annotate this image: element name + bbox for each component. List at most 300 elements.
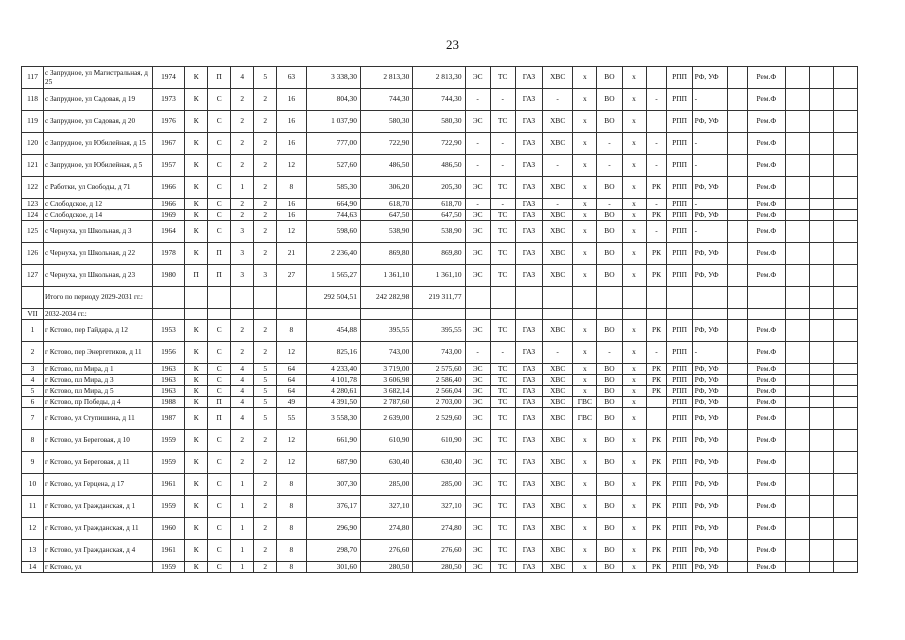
cell-empty-col-1 [785,133,809,155]
cell-empty-col-3 [833,155,857,177]
cell-utility-rk: РК [646,496,667,518]
cell-total-area: 454,88 [306,320,360,342]
cell-repair-fund: Рем.Ф [748,155,786,177]
cell-utility-gas: ГАЗ [515,265,542,287]
cell-address: г Кстово, ул Ступишина, д 11 [43,408,152,430]
cell-utility-x: х [622,320,646,342]
cell-build-year: 1966 [152,177,184,199]
cell-floors: 4 [231,397,254,408]
cell-residential-area: 743,00 [413,342,465,364]
cell-utility-rk: - [646,342,667,364]
cell-apartments: 12 [277,452,306,474]
cell-empty-col-3 [833,397,857,408]
cell-utility-rpp: РПП [667,342,692,364]
cell-utility-ts: ТС [490,518,515,540]
cell-utility-x: х [622,408,646,430]
cell-utility-rk: РК [646,452,667,474]
cell-total-area: 4 233,40 [306,364,360,375]
cell-utility-x: х [622,210,646,221]
cell-apartments: 55 [277,408,306,430]
cell-utility-gvs: х [573,111,597,133]
cell-utility-x: х [622,177,646,199]
cell-fund-type: РФ, УФ [692,111,728,133]
cell-row-number: 7 [22,408,44,430]
cell-utility-ts: ТС [490,452,515,474]
cell-utility-gas: ГАЗ [515,177,542,199]
cell-build-year: 1978 [152,243,184,265]
cell-utility-hvs: ХВС [543,386,573,397]
cell-living-area: 486,50 [360,155,412,177]
cell-utility-rpp: РПП [667,320,692,342]
cell-total-area: 296,90 [306,518,360,540]
cell-utility-rpp: РПП [667,430,692,452]
table-row [22,265,858,287]
cell-empty-col-2 [809,177,833,199]
cell-empty-col-1 [785,386,809,397]
cell-utility-vo: ВО [597,518,622,540]
cell-utility-hvs [543,287,573,309]
cell-utility-hvs: ХВС [543,562,573,573]
cell-extra-col [728,177,748,199]
cell-build-year: 1956 [152,342,184,364]
cell-empty-col-2 [809,221,833,243]
cell-repair-fund: Рем.Ф [748,386,786,397]
cell-residential-area: 395,55 [413,320,465,342]
cell-build-year: 1959 [152,430,184,452]
cell-empty-col-1 [785,210,809,221]
cell-fund-type: РФ, УФ [692,562,728,573]
cell-empty-col-2 [809,243,833,265]
cell-utility-ts: - [490,342,515,364]
cell-utility-rk: РК [646,243,667,265]
cell-living-area: 242 282,98 [360,287,412,309]
cell-extra-col [728,199,748,210]
cell-entrances: 2 [254,210,277,221]
cell-utility-es: ЭС [465,474,490,496]
cell-empty-col-1 [785,430,809,452]
cell-utility-es: ЭС [465,540,490,562]
cell-repair-fund: Рем.Ф [748,397,786,408]
cell-utility-hvs: ХВС [543,408,573,430]
cell-fund-type [692,309,728,320]
cell-utility-rpp: РПП [667,540,692,562]
cell-utility-ts: ТС [490,111,515,133]
cell-floors: 2 [231,210,254,221]
cell-fund-type: РФ, УФ [692,430,728,452]
cell-address: г Кстово, ул Береговая, д 11 [43,452,152,474]
cell-floor-type: С [208,155,231,177]
cell-empty-col-3 [833,133,857,155]
cell-empty-col-3 [833,67,857,89]
cell-build-year: 1957 [152,155,184,177]
cell-wall-material: К [185,221,208,243]
cell-empty-col-1 [785,474,809,496]
cell-empty-col-2 [809,199,833,210]
cell-fund-type: РФ, УФ [692,265,728,287]
cell-utility-hvs: - [543,199,573,210]
cell-address: г Кстово, пр Победы, д 4 [43,397,152,408]
cell-extra-col [728,221,748,243]
cell-entrances: 2 [254,496,277,518]
cell-empty-col-1 [785,562,809,573]
cell-utility-gvs: х [573,265,597,287]
cell-utility-ts: ТС [490,243,515,265]
cell-floors: 3 [231,265,254,287]
cell-utility-gas: ГАЗ [515,199,542,210]
cell-utility-es: ЭС [465,320,490,342]
cell-utility-vo: ВО [597,243,622,265]
cell-wall-material: К [185,397,208,408]
cell-entrances: 2 [254,320,277,342]
cell-row-number: 13 [22,540,44,562]
table-body [22,67,858,573]
cell-entrances: 5 [254,386,277,397]
cell-utility-ts: ТС [490,474,515,496]
cell-repair-fund: Рем.Ф [748,452,786,474]
cell-utility-gvs: х [573,452,597,474]
cell-wall-material: П [185,265,208,287]
cell-apartments: 64 [277,364,306,375]
cell-row-number: 11 [22,496,44,518]
cell-utility-hvs: ХВС [543,177,573,199]
cell-repair-fund [748,287,786,309]
cell-utility-rpp: РПП [667,496,692,518]
cell-address: с Чернуха, ул Школьная, д 22 [43,243,152,265]
cell-empty-col-2 [809,320,833,342]
cell-utility-x: х [622,375,646,386]
cell-fund-type: РФ, УФ [692,540,728,562]
cell-fund-type: - [692,342,728,364]
cell-repair-fund: Рем.Ф [748,177,786,199]
cell-total-area: 3 558,30 [306,408,360,430]
cell-extra-col [728,540,748,562]
cell-row-number: 2 [22,342,44,364]
cell-total-area: 585,30 [306,177,360,199]
cell-utility-x: х [622,243,646,265]
cell-build-year: 1974 [152,67,184,89]
cell-row-number: 117 [22,67,44,89]
cell-build-year: 1961 [152,474,184,496]
cell-utility-vo: ВО [597,408,622,430]
cell-empty-col-1 [785,375,809,386]
cell-empty-col-3 [833,111,857,133]
cell-floors: 2 [231,342,254,364]
cell-floor-type: С [208,342,231,364]
cell-utility-rk: - [646,89,667,111]
cell-build-year: 1959 [152,496,184,518]
cell-floors: 2 [231,111,254,133]
cell-utility-rk [646,287,667,309]
cell-fund-type: - [692,133,728,155]
cell-utility-gvs: х [573,320,597,342]
cell-utility-ts [490,309,515,320]
cell-wall-material [185,309,208,320]
cell-utility-hvs: ХВС [543,430,573,452]
cell-utility-ts: ТС [490,265,515,287]
cell-utility-es: - [465,199,490,210]
cell-living-area: 280,50 [360,562,412,573]
cell-row-number: 119 [22,111,44,133]
cell-utility-gas: ГАЗ [515,221,542,243]
cell-utility-gvs: х [573,496,597,518]
cell-row-number: VII [22,309,44,320]
cell-apartments: 16 [277,133,306,155]
cell-empty-col-1 [785,540,809,562]
cell-fund-type: РФ, УФ [692,397,728,408]
cell-utility-rk: РК [646,540,667,562]
cell-living-area: 3 719,00 [360,364,412,375]
cell-residential-area: 2 703,00 [413,397,465,408]
cell-residential-area: 2 586,40 [413,375,465,386]
cell-utility-x: х [622,265,646,287]
cell-utility-x: х [622,199,646,210]
cell-address: 2032-2034 гг.: [43,309,152,320]
cell-utility-x: х [622,133,646,155]
cell-empty-col-2 [809,474,833,496]
cell-utility-es: - [465,133,490,155]
cell-total-area: 2 236,40 [306,243,360,265]
cell-utility-rpp: РПП [667,155,692,177]
cell-utility-hvs: ХВС [543,540,573,562]
cell-utility-ts: ТС [490,67,515,89]
cell-living-area: 580,30 [360,111,412,133]
cell-fund-type: - [692,221,728,243]
table-row [22,210,858,221]
cell-living-area: 538,90 [360,221,412,243]
cell-living-area: 869,80 [360,243,412,265]
cell-floor-type: С [208,177,231,199]
cell-living-area: 743,00 [360,342,412,364]
table-row [22,386,858,397]
cell-row-number: 120 [22,133,44,155]
cell-floor-type: С [208,133,231,155]
cell-utility-ts: ТС [490,364,515,375]
cell-entrances: 2 [254,243,277,265]
cell-empty-col-1 [785,408,809,430]
cell-repair-fund: Рем.Ф [748,408,786,430]
cell-empty-col-2 [809,375,833,386]
cell-total-area: 777,00 [306,133,360,155]
cell-floors: 1 [231,177,254,199]
cell-residential-area: 285,00 [413,474,465,496]
cell-utility-gvs: х [573,540,597,562]
cell-utility-vo: ВО [597,67,622,89]
cell-utility-gas: ГАЗ [515,474,542,496]
cell-utility-es: ЭС [465,496,490,518]
cell-empty-col-3 [833,430,857,452]
cell-apartments: 8 [277,177,306,199]
cell-row-number: 122 [22,177,44,199]
cell-floors: 4 [231,386,254,397]
cell-total-area: 4 391,50 [306,397,360,408]
cell-utility-rk: РК [646,265,667,287]
cell-extra-col [728,320,748,342]
cell-utility-gvs: х [573,375,597,386]
cell-extra-col [728,430,748,452]
cell-residential-area [413,309,465,320]
cell-address: с Запрудное, ул Юбилейная, д 15 [43,133,152,155]
cell-utility-hvs: ХВС [543,320,573,342]
cell-floor-type: С [208,210,231,221]
cell-fund-type: РФ, УФ [692,474,728,496]
cell-utility-x [622,309,646,320]
cell-entrances: 2 [254,452,277,474]
cell-utility-x: х [622,221,646,243]
cell-utility-hvs [543,309,573,320]
cell-utility-rpp: РПП [667,111,692,133]
cell-utility-gvs: х [573,133,597,155]
cell-utility-vo: - [597,133,622,155]
cell-residential-area: 219 311,77 [413,287,465,309]
cell-build-year: 1963 [152,386,184,397]
cell-utility-rpp: РПП [667,89,692,111]
cell-empty-col-1 [785,111,809,133]
cell-address: с Слободское, д 14 [43,210,152,221]
cell-address: с Слободское, д 12 [43,199,152,210]
cell-wall-material: К [185,562,208,573]
cell-utility-rk: - [646,221,667,243]
cell-repair-fund [748,309,786,320]
cell-wall-material: К [185,364,208,375]
cell-total-area: 661,90 [306,430,360,452]
cell-row-number: 126 [22,243,44,265]
cell-empty-col-3 [833,89,857,111]
cell-utility-hvs: - [543,342,573,364]
cell-apartments: 8 [277,562,306,573]
cell-utility-rpp: РПП [667,265,692,287]
cell-utility-hvs: ХВС [543,221,573,243]
cell-residential-area: 205,30 [413,177,465,199]
cell-empty-col-1 [785,155,809,177]
cell-total-area: 4 101,78 [306,375,360,386]
table-row [22,221,858,243]
cell-extra-col [728,287,748,309]
cell-utility-gvs [573,287,597,309]
cell-repair-fund: Рем.Ф [748,265,786,287]
cell-utility-es: ЭС [465,452,490,474]
cell-utility-rpp [667,287,692,309]
cell-utility-x: х [622,562,646,573]
cell-empty-col-1 [785,177,809,199]
cell-total-area: 307,30 [306,474,360,496]
cell-entrances [254,309,277,320]
cell-utility-vo: - [597,342,622,364]
cell-build-year: 1964 [152,221,184,243]
cell-utility-es: - [465,342,490,364]
cell-utility-es: ЭС [465,111,490,133]
cell-fund-type: РФ, УФ [692,452,728,474]
cell-floors: 2 [231,89,254,111]
cell-empty-col-2 [809,309,833,320]
cell-total-area: 292 504,51 [306,287,360,309]
cell-fund-type: РФ, УФ [692,177,728,199]
cell-empty-col-2 [809,540,833,562]
cell-utility-ts: ТС [490,320,515,342]
cell-repair-fund: Рем.Ф [748,243,786,265]
cell-fund-type: РФ, УФ [692,518,728,540]
cell-floor-type: П [208,67,231,89]
cell-empty-col-3 [833,210,857,221]
cell-empty-col-3 [833,342,857,364]
cell-living-area: 1 361,10 [360,265,412,287]
cell-address: г Кстово, ул Гражданская, д 4 [43,540,152,562]
cell-empty-col-3 [833,221,857,243]
cell-empty-col-1 [785,397,809,408]
cell-utility-gas: ГАЗ [515,375,542,386]
cell-wall-material: К [185,518,208,540]
cell-floors: 2 [231,320,254,342]
cell-address: г Кстово, пл Мира, д 5 [43,386,152,397]
cell-utility-es: ЭС [465,562,490,573]
cell-utility-gas [515,287,542,309]
cell-apartments: 8 [277,496,306,518]
cell-floor-type: С [208,386,231,397]
cell-address: г Кстово, ул Герцена, д 17 [43,474,152,496]
cell-repair-fund: Рем.Ф [748,67,786,89]
table-row [22,320,858,342]
cell-utility-vo: ВО [597,320,622,342]
cell-utility-hvs: ХВС [543,496,573,518]
cell-apartments: 8 [277,540,306,562]
cell-utility-x: х [622,518,646,540]
cell-utility-vo: ВО [597,221,622,243]
cell-floor-type: П [208,265,231,287]
cell-empty-col-2 [809,518,833,540]
cell-empty-col-1 [785,221,809,243]
table-row [22,375,858,386]
cell-floors: 4 [231,364,254,375]
cell-empty-col-3 [833,309,857,320]
cell-repair-fund: Рем.Ф [748,199,786,210]
cell-build-year: 1959 [152,562,184,573]
cell-apartments: 12 [277,342,306,364]
cell-empty-col-2 [809,67,833,89]
table-row [22,89,858,111]
cell-entrances: 5 [254,408,277,430]
cell-repair-fund: Рем.Ф [748,320,786,342]
cell-build-year [152,309,184,320]
cell-utility-ts: ТС [490,397,515,408]
cell-utility-gas: ГАЗ [515,89,542,111]
cell-empty-col-1 [785,265,809,287]
cell-utility-rpp: РПП [667,133,692,155]
cell-fund-type: РФ, УФ [692,320,728,342]
cell-utility-hvs: ХВС [543,375,573,386]
cell-utility-gas: ГАЗ [515,133,542,155]
cell-repair-fund: Рем.Ф [748,133,786,155]
cell-utility-hvs: ХВС [543,243,573,265]
page-number: 23 [446,37,459,52]
cell-utility-vo: ВО [597,397,622,408]
cell-address: с Запрудное, ул Садовая, д 20 [43,111,152,133]
cell-wall-material: К [185,342,208,364]
cell-living-area: 306,20 [360,177,412,199]
cell-utility-ts: - [490,89,515,111]
cell-build-year: 1963 [152,375,184,386]
cell-utility-es: ЭС [465,397,490,408]
cell-build-year: 1988 [152,397,184,408]
cell-build-year: 1987 [152,408,184,430]
cell-empty-col-2 [809,133,833,155]
cell-empty-col-3 [833,562,857,573]
cell-row-number: 9 [22,452,44,474]
cell-entrances: 2 [254,474,277,496]
table-row [22,452,858,474]
cell-entrances: 2 [254,155,277,177]
cell-residential-area: 486,50 [413,155,465,177]
cell-residential-area: 2 529,60 [413,408,465,430]
cell-utility-rk: РК [646,430,667,452]
